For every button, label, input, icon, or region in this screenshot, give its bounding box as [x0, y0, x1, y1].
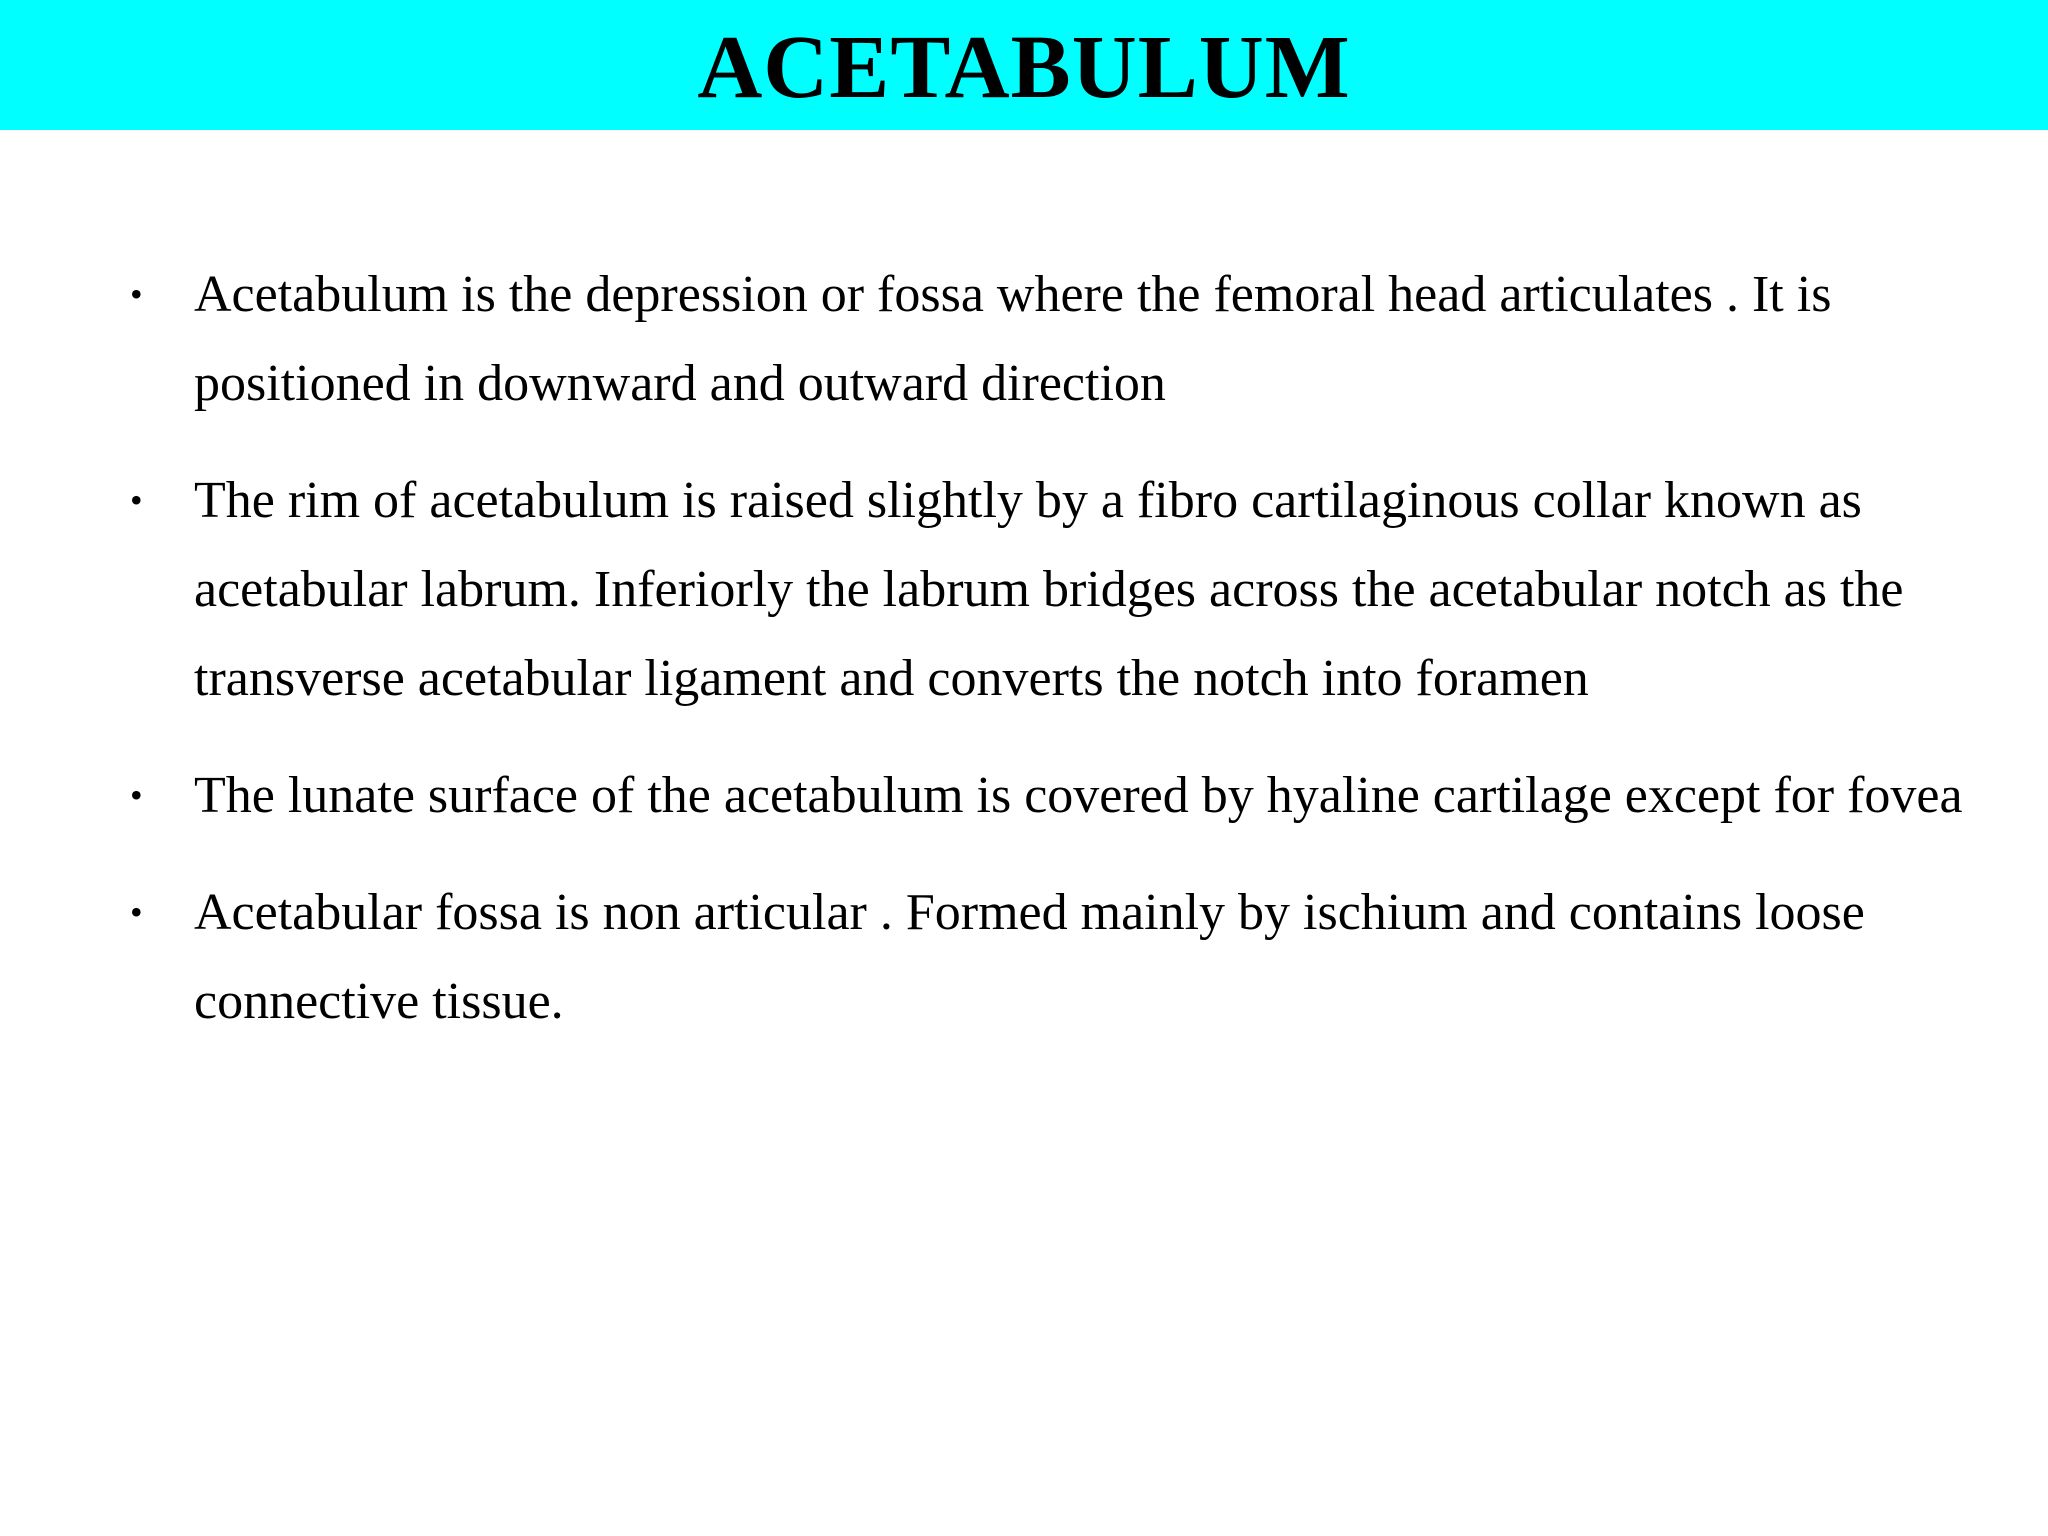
bullet-item-4 — [0, 868, 2048, 1046]
bullet-text: The lunate surface of the acetabulum is covered by hyaline cartilage except for fovea — [194, 767, 1963, 824]
bullet-text: Acetabulum is the depression or fossa where the femoral head articulates . It is positioned in downward and outward direction — [194, 266, 1832, 412]
bullet-list — [0, 250, 2048, 1074]
bullet-text: The rim of acetabulum is raised slightly by a fibro cartilaginous collar known as acetabular labrum. Inferiorly the labrum bridges across the acetabular notch as the transverse acetabular ligament and converts the notch into foramen — [194, 472, 1904, 707]
title-bar — [0, 0, 2048, 130]
bullet-icon: • — [130, 274, 143, 314]
bullet-item-2 — [0, 456, 2048, 723]
bullet-icon: • — [130, 775, 143, 815]
slide-title: ACETABULUM — [697, 18, 1351, 117]
bullet-item-3 — [0, 751, 2048, 840]
bullet-icon: • — [130, 480, 143, 520]
bullet-item-1 — [0, 250, 2048, 428]
bullet-text: Acetabular fossa is non articular . Formed mainly by ischium and contains loose connective tissue. — [194, 884, 1865, 1030]
bullet-icon: • — [130, 892, 143, 932]
